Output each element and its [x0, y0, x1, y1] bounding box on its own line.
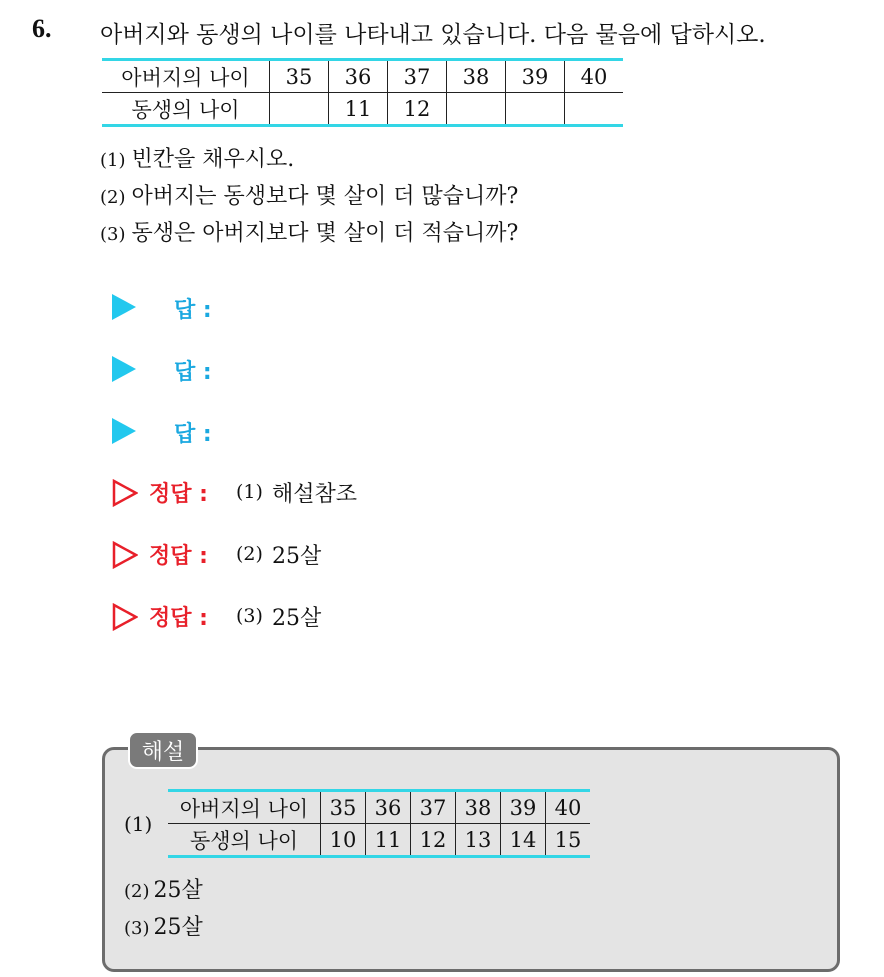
table-cell: 38 — [447, 60, 506, 93]
subquestion-number: (3) — [100, 224, 126, 245]
table-cell: 39 — [501, 791, 546, 824]
table-cell: 35 — [321, 791, 366, 824]
table-cell: 14 — [501, 824, 546, 857]
table-cell: 35 — [270, 60, 329, 93]
table-row — [102, 93, 623, 126]
row-header-sibling: 동생의 나이 — [189, 828, 299, 853]
play-triangle-icon — [112, 418, 136, 444]
table-cell: 40 — [565, 60, 624, 93]
answer-key-number: (1) — [236, 481, 263, 503]
table-cell-blank[interactable] — [270, 93, 329, 126]
subquestion-1 — [100, 142, 294, 173]
answer-key-label: 정답 : — [149, 482, 208, 507]
row-header-sibling: 동생의 나이 — [131, 97, 240, 122]
answer-label: 답 : — [174, 422, 212, 447]
answer-label: 답 : — [174, 360, 212, 385]
answer-key-value: 해설참조 — [272, 482, 358, 507]
table-row — [168, 824, 590, 857]
table-row — [168, 791, 590, 824]
play-triangle-icon — [112, 356, 136, 382]
explanation-line-number: (3) — [124, 918, 150, 939]
subquestion-text: 아버지는 동생보다 몇 살이 더 많습니까? — [131, 184, 519, 209]
explanation-line-text: 25살 — [153, 878, 203, 903]
answer-key-label: 정답 : — [149, 606, 208, 631]
table-cell: 11 — [366, 824, 411, 857]
table-cell: 37 — [411, 791, 456, 824]
explanation-table — [168, 789, 590, 858]
subquestion-number: (2) — [100, 187, 126, 208]
age-table — [102, 58, 623, 127]
table-cell: 15 — [546, 824, 591, 857]
table-row — [102, 60, 623, 93]
outline-triangle-icon — [112, 541, 138, 569]
table-cell: 13 — [456, 824, 501, 857]
table-cell: 39 — [506, 60, 565, 93]
subquestion-number: (1) — [100, 150, 126, 171]
row-header-father: 아버지의 나이 — [102, 60, 270, 93]
table-cell: 36 — [329, 60, 388, 93]
answer-key-number: (3) — [236, 605, 263, 627]
subquestion-3 — [100, 216, 518, 247]
explanation-tag: 해설 — [128, 731, 198, 769]
subquestion-text: 빈칸을 채우시오. — [131, 147, 295, 172]
answer-key-value: 25살 — [272, 544, 322, 569]
table-cell-blank[interactable] — [506, 93, 565, 126]
table-cell: 36 — [366, 791, 411, 824]
table-cell-blank[interactable] — [447, 93, 506, 126]
table-cell: 12 — [388, 93, 447, 126]
question-number: 6. — [32, 14, 52, 43]
subquestion-2 — [100, 179, 518, 210]
explanation-line-2 — [124, 873, 203, 904]
table-cell: 40 — [546, 791, 591, 824]
answer-label: 답 : — [174, 298, 212, 323]
table-cell: 12 — [411, 824, 456, 857]
table-cell: 11 — [329, 93, 388, 126]
subquestion-text: 동생은 아버지보다 몇 살이 더 적습니까? — [131, 221, 519, 246]
answer-field-3[interactable] — [112, 416, 212, 447]
answer-field-1[interactable] — [112, 292, 212, 323]
explanation-item-number: (1) — [124, 812, 153, 836]
outline-triangle-icon — [112, 603, 138, 631]
table-cell: 38 — [456, 791, 501, 824]
play-triangle-icon — [112, 294, 136, 320]
question-text: 아버지와 동생의 나이를 나타내고 있습니다. 다음 물음에 답하시오. — [100, 22, 766, 48]
answer-key-number: (2) — [236, 543, 263, 565]
table-cell: 10 — [321, 824, 366, 857]
explanation-box — [102, 747, 840, 972]
explanation-line-number: (2) — [124, 881, 150, 902]
explanation-line-3 — [124, 910, 203, 941]
answer-key-label: 정답 : — [149, 544, 208, 569]
explanation-line-text: 25살 — [153, 915, 203, 940]
table-cell: 37 — [388, 60, 447, 93]
outline-triangle-icon — [112, 479, 138, 507]
row-header-father: 아버지의 나이 — [168, 791, 321, 824]
answer-field-2[interactable] — [112, 354, 212, 385]
table-cell-blank[interactable] — [565, 93, 624, 126]
answer-key-value: 25살 — [272, 606, 322, 631]
